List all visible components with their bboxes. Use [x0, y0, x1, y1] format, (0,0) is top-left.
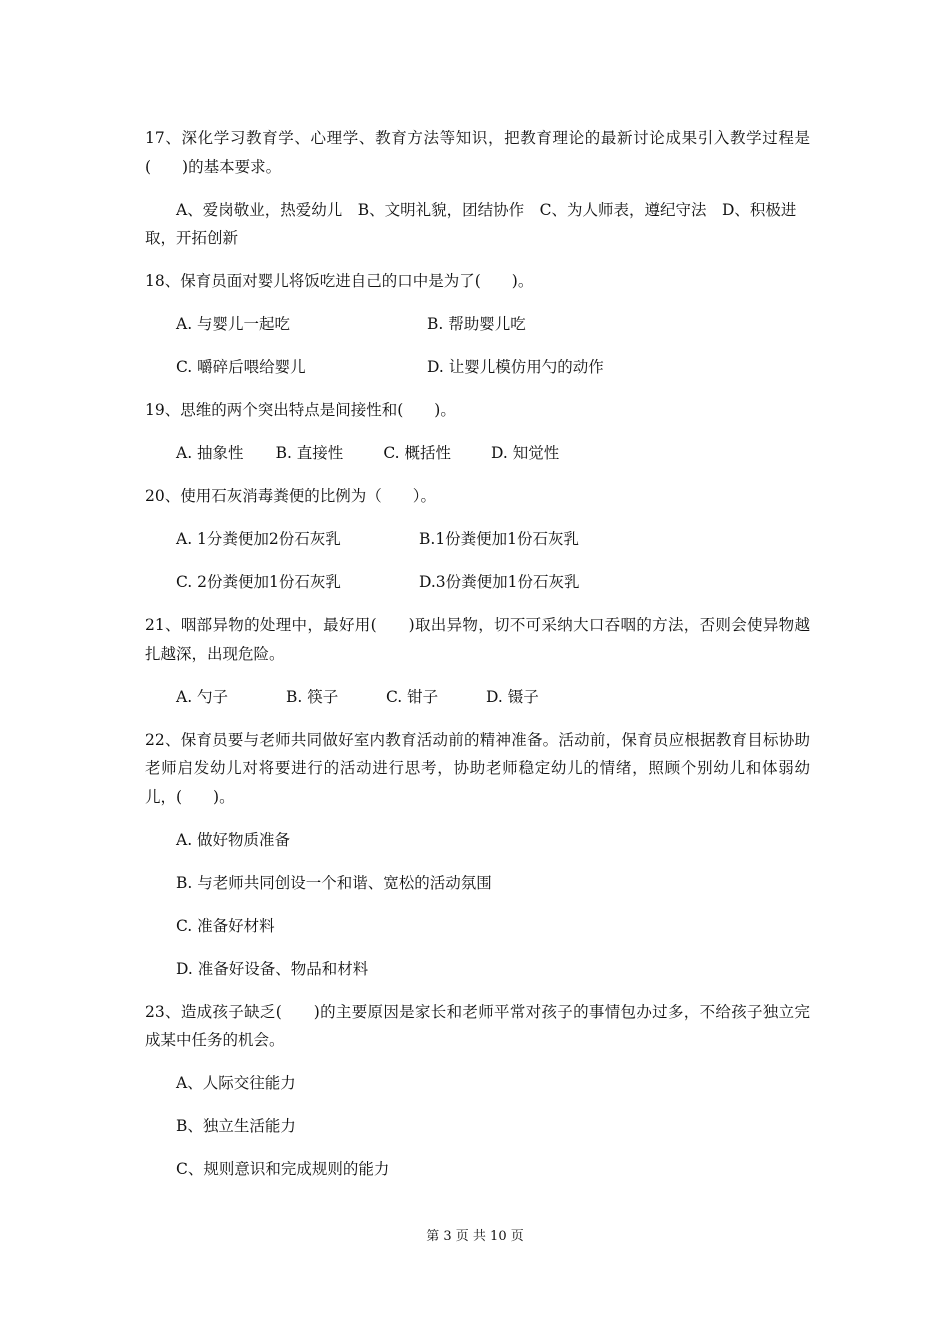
- question-18-option-d: D. 让婴儿模仿用勺的动作: [427, 358, 604, 376]
- question-20-option-a: A. 1分粪便加2份石灰乳: [176, 530, 341, 548]
- question-18-option-c: C. 嚼碎后喂给婴儿: [176, 358, 306, 376]
- question-21-option-d: D. 镊子: [486, 687, 539, 706]
- question-19-stem: 19、思维的两个突出特点是间接性和( )。: [145, 401, 456, 419]
- question-22-stem: 22、保育员要与老师共同做好室内教育活动前的精神准备。活动前，保育员应根据教育目标协助老师启发幼儿对将要进行的活动进行思考，协助老师稳定幼儿的情绪，照顾个别幼儿和体弱幼儿，( )。: [145, 730, 810, 806]
- question-21-option-c: C. 钳子: [386, 687, 439, 706]
- question-18-option-a: A. 与婴儿一起吃: [176, 315, 291, 333]
- question-19-option-b: B. 直接性: [275, 444, 344, 462]
- question-17-stem: 17、深化学习教育学、心理学、教育方法等知识，把教育理论的最新讨论成果引入教学过程是( )的基本要求。: [145, 129, 810, 176]
- question-20-options-row-1: [145, 525, 810, 554]
- question-18-stem: 18、保育员面对婴儿将饭吃进自己的口中是为了( )。: [145, 272, 534, 290]
- question-23-option-a: A、人际交往能力: [176, 1074, 296, 1092]
- question-20-option-d: D.3份粪便加1份石灰乳: [419, 573, 580, 591]
- question-22-option-d: D. 准备好设备、物品和材料: [176, 959, 369, 978]
- question-19-option-c: C. 概括性: [383, 444, 451, 462]
- question-22-option-a: A. 做好物质准备: [176, 830, 291, 849]
- question-22-option-c: C. 准备好材料: [176, 916, 275, 935]
- question-21-option-b: B. 筷子: [286, 687, 339, 706]
- question-19-option-d: D. 知觉性: [490, 444, 560, 462]
- question-18-option-b: B. 帮助婴儿吃: [427, 315, 526, 333]
- page-footer: 第 3 页 共 10 页: [426, 1229, 524, 1244]
- question-20-option-c: C. 2份粪便加1份石灰乳: [176, 573, 341, 591]
- question-19-options: [145, 439, 810, 468]
- question-22-option-b: B. 与老师共同创设一个和谐、宽松的活动氛围: [176, 873, 492, 892]
- question-23-stem: 23、造成孩子缺乏( )的主要原因是家长和老师平常对孩子的事情包办过多，不给孩子独立完成某中任务的机会。: [145, 1002, 810, 1049]
- question-18-options-row-1: [145, 310, 810, 339]
- question-20-stem: 20、使用石灰消毒粪便的比例为（ ）。: [145, 487, 436, 505]
- question-20-option-b: B.1份粪便加1份石灰乳: [419, 530, 580, 548]
- question-23-option-c: C、规则意识和完成规则的能力: [176, 1160, 390, 1178]
- question-21-stem: 21、咽部异物的处理中，最好用( )取出异物，切不可采纳大口吞咽的方法，否则会使异物越扎越深，出现危险。: [145, 616, 810, 663]
- question-20-options-row-2: [145, 568, 810, 597]
- question-21-options: [145, 683, 810, 712]
- question-23-option-b: B、独立生活能力: [176, 1117, 296, 1135]
- question-18-options-row-2: [145, 353, 810, 382]
- question-17-options: A、爱岗敬业，热爱幼儿 B、文明礼貌，团结协作 C、为人师表，遵纪守法 D、积极进取，开拓创新: [145, 200, 797, 247]
- question-21-option-a: A. 勺子: [176, 687, 229, 706]
- question-19-option-a: A. 抽象性: [176, 444, 244, 462]
- question-list: [145, 124, 810, 1198]
